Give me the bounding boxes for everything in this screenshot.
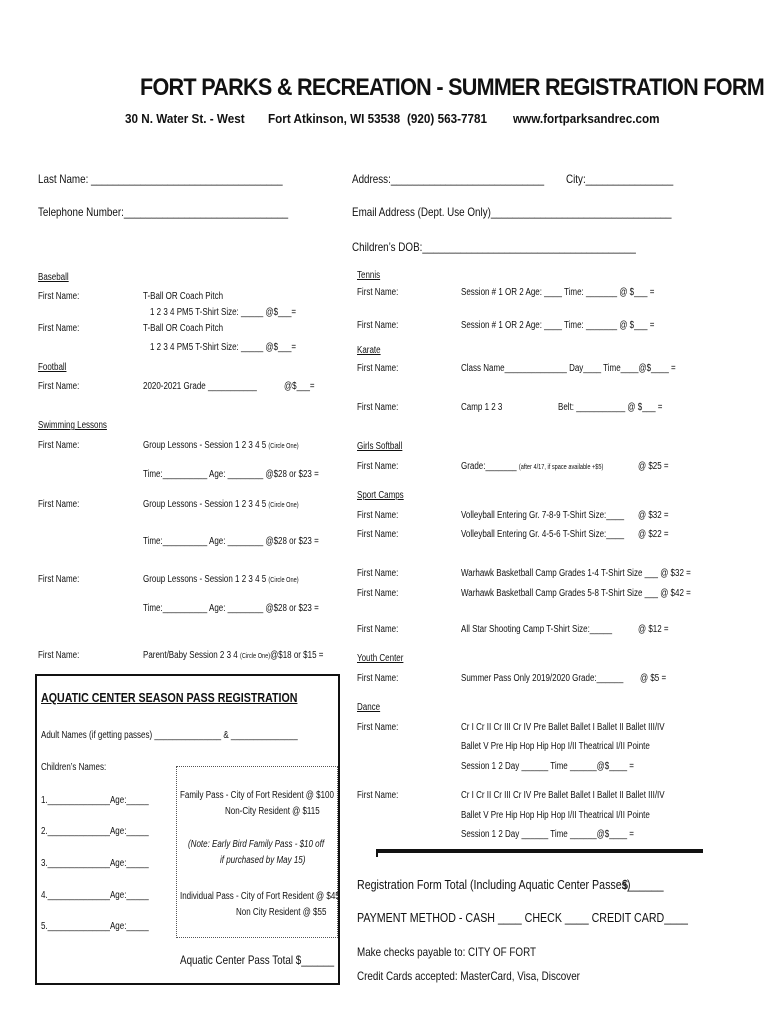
karate-first-name-2[interactable]: First Name: [357,402,399,413]
baseball-details-2[interactable]: 1 2 3 4 PM5 T-Shirt Size: _____ @$___= [150,342,297,353]
credit-cards-note: Credit Cards accepted: MasterCard, Visa, Discover [357,969,580,983]
swim-time-line-1[interactable]: Time:__________ Age: ________ @$28 or $23 = [143,469,319,480]
swim-first-name-3[interactable]: First Name: [38,574,80,585]
karate-class-line[interactable]: Class Name______________ Day____ Time____@$____ = [461,363,676,374]
dance-classes-1b[interactable]: Ballet V Pre Hip Hop Hip Hop I/II Theatrical I/II Pointe [461,741,650,752]
dance-classes-2[interactable]: Cr I Cr II Cr III Cr IV Pre Ballet Ballet I Ballet II Ballet III/IV [461,790,665,801]
baseball-tball-option-2[interactable]: T-Ball OR Coach Pitch [143,323,224,334]
child-line-2[interactable]: 2.______________Age:_____ [41,826,149,837]
dance-classes-2b[interactable]: Ballet V Pre Hip Hop Hip Hop I/II Theatrical I/II Pointe [461,810,650,821]
dance-classes-1[interactable]: Cr I Cr II Cr III Cr IV Pre Ballet Ballet I Ballet II Ballet III/IV [461,722,665,733]
header-address: 30 N. Water St. - West [125,111,245,126]
children-names-label: Children’s Names: [41,762,107,773]
swim-group-session-1[interactable]: Group Lessons - Session 1 2 3 4 5 (Circle One) [143,440,299,451]
last-name-field[interactable]: Last Name: ___________________________________ [38,172,283,186]
softball-heading: Girls Softball [357,441,403,452]
basketball-first-name-1[interactable]: First Name: [357,568,399,579]
parent-baby-session[interactable]: Parent/Baby Session 2 3 4 (Circle One)@$18 or $15 = [143,650,324,661]
shooting-camp[interactable]: All Star Shooting Camp T-Shirt Size:_____ [461,624,613,635]
dance-session-2[interactable]: Session 1 2 Day ______ Time ______@$____ = [461,829,634,840]
children-dob-field[interactable]: Children’s DOB:_______________________________________ [352,240,636,254]
karate-camp[interactable]: Camp 1 2 3 [461,402,503,413]
aquatic-heading: AQUATIC CENTER SEASON PASS REGISTRATION [41,690,298,705]
individual-pass-non-resident[interactable]: Non City Resident @ $55 [236,907,327,918]
individual-pass-resident[interactable]: Individual Pass - City of Fort Resident @ $45 [180,891,340,902]
child-line-5[interactable]: 5.______________Age:_____ [41,921,149,932]
checks-payable-note: Make checks payable to: CITY OF FORT [357,945,537,959]
registration-total-amount[interactable]: $______ [622,877,664,892]
tennis-first-name-2[interactable]: First Name: [357,320,399,331]
email-field[interactable]: Email Address (Dept. Use Only)_________________________________ [352,205,672,219]
shooting-camp-price[interactable]: @ $12 = [638,624,669,635]
baseball-first-name-2[interactable]: First Name: [38,323,80,334]
swim-first-name-2[interactable]: First Name: [38,499,80,510]
swim-time-line-3[interactable]: Time:__________ Age: ________ @$28 or $23 = [143,603,319,614]
swim-time-line-2[interactable]: Time:__________ Age: ________ @$28 or $23 = [143,536,319,547]
swimming-heading: Swimming Lessons [38,420,107,431]
header-phone: (920) 563-7781 [407,111,488,126]
swim-group-session-3[interactable]: Group Lessons - Session 1 2 3 4 5 (Circle One) [143,574,299,585]
softball-first-name[interactable]: First Name: [357,461,399,472]
karate-belt[interactable]: Belt: ___________ @ $___ = [558,402,663,413]
early-bird-note: (Note: Early Bird Family Pass - $10 off [188,839,325,850]
volleyball-first-name-2[interactable]: First Name: [357,529,399,540]
dance-session-1[interactable]: Session 1 2 Day ______ Time ______@$____ = [461,761,634,772]
family-pass-resident[interactable]: Family Pass - City of Fort Resident @ $100 [180,790,334,801]
basketball-1-4[interactable]: Warhawk Basketball Camp Grades 1-4 T-Shirt Size ___ @ $32 = [461,568,691,579]
family-pass-non-resident[interactable]: Non-City Resident @ $115 [225,806,320,817]
child-line-1[interactable]: 1.______________Age:_____ [41,795,149,806]
adult-names-field[interactable]: Adult Names (if getting passes) _______________ & _______________ [41,730,298,741]
dance-first-name-2[interactable]: First Name: [357,790,399,801]
tennis-first-name-1[interactable]: First Name: [357,287,399,298]
softball-grade[interactable]: Grade:_______ (after 4/17, if space available +$5) [461,461,604,472]
volleyball-789[interactable]: Volleyball Entering Gr. 7-8-9 T-Shirt Size:____ [461,510,625,521]
address-field[interactable]: Address:____________________________ [352,172,545,186]
basketball-first-name-2[interactable]: First Name: [357,588,399,599]
tennis-session-line-2[interactable]: Session # 1 OR 2 Age: ____ Time: _______ @ $___ = [461,320,655,331]
youth-center-first-name[interactable]: First Name: [357,673,399,684]
baseball-first-name-1[interactable]: First Name: [38,291,80,302]
football-first-name[interactable]: First Name: [38,381,80,392]
football-heading: Football [38,362,67,373]
football-price[interactable]: @$___= [284,381,315,392]
volleyball-456[interactable]: Volleyball Entering Gr. 4-5-6 T-Shirt Size:____ [461,529,625,540]
city-field[interactable]: City:________________ [566,172,674,186]
baseball-tball-option-1[interactable]: T-Ball OR Coach Pitch [143,291,224,302]
aquatic-pass-total[interactable]: Aquatic Center Pass Total $______ [180,953,335,967]
karate-first-name-1[interactable]: First Name: [357,363,399,374]
youth-center-pass[interactable]: Summer Pass Only 2019/2020 Grade:______ [461,673,624,684]
swim-group-session-2[interactable]: Group Lessons - Session 1 2 3 4 5 (Circle One) [143,499,299,510]
registration-total-label: Registration Form Total (Including Aquatic Center Passes) [357,877,631,892]
youth-center-heading: Youth Center [357,653,404,664]
child-line-4[interactable]: 4.______________Age:_____ [41,890,149,901]
volleyball-789-price[interactable]: @ $32 = [638,510,669,521]
softball-price[interactable]: @ $25 = [638,461,669,472]
payment-method[interactable]: PAYMENT METHOD - CASH ____ CHECK ____ CREDIT CARD____ [357,910,688,925]
shooting-first-name[interactable]: First Name: [357,624,399,635]
basketball-5-8[interactable]: Warhawk Basketball Camp Grades 5-8 T-Shirt Size ___ @ $42 = [461,588,691,599]
early-bird-note-date: if purchased by May 15) [220,855,306,866]
telephone-field[interactable]: Telephone Number:______________________________ [38,205,289,219]
baseball-heading: Baseball [38,272,69,283]
volleyball-first-name-1[interactable]: First Name: [357,510,399,521]
dance-divider [376,849,703,853]
parent-baby-first-name[interactable]: First Name: [38,650,80,661]
baseball-details-1[interactable]: 1 2 3 4 PM5 T-Shirt Size: _____ @$___= [150,307,297,318]
swim-first-name-1[interactable]: First Name: [38,440,80,451]
football-grade[interactable]: 2020-2021 Grade ___________ [143,381,257,392]
header-website[interactable]: www.fortparksandrec.com [513,111,660,126]
tennis-session-line-1[interactable]: Session # 1 OR 2 Age: ____ Time: _______ @ $___ = [461,287,655,298]
sport-camps-heading: Sport Camps [357,490,404,501]
volleyball-456-price[interactable]: @ $22 = [638,529,669,540]
tennis-heading: Tennis [357,270,381,281]
youth-center-price[interactable]: @ $5 = [640,673,667,684]
karate-heading: Karate [357,345,381,356]
dance-heading: Dance [357,702,381,713]
header-city: Fort Atkinson, WI 53538 [268,111,401,126]
dance-first-name-1[interactable]: First Name: [357,722,399,733]
dance-divider-tick [376,849,378,857]
child-line-3[interactable]: 3.______________Age:_____ [41,858,149,869]
form-title: FORT PARKS & RECREATION - SUMMER REGISTRATION FORM [140,74,764,101]
